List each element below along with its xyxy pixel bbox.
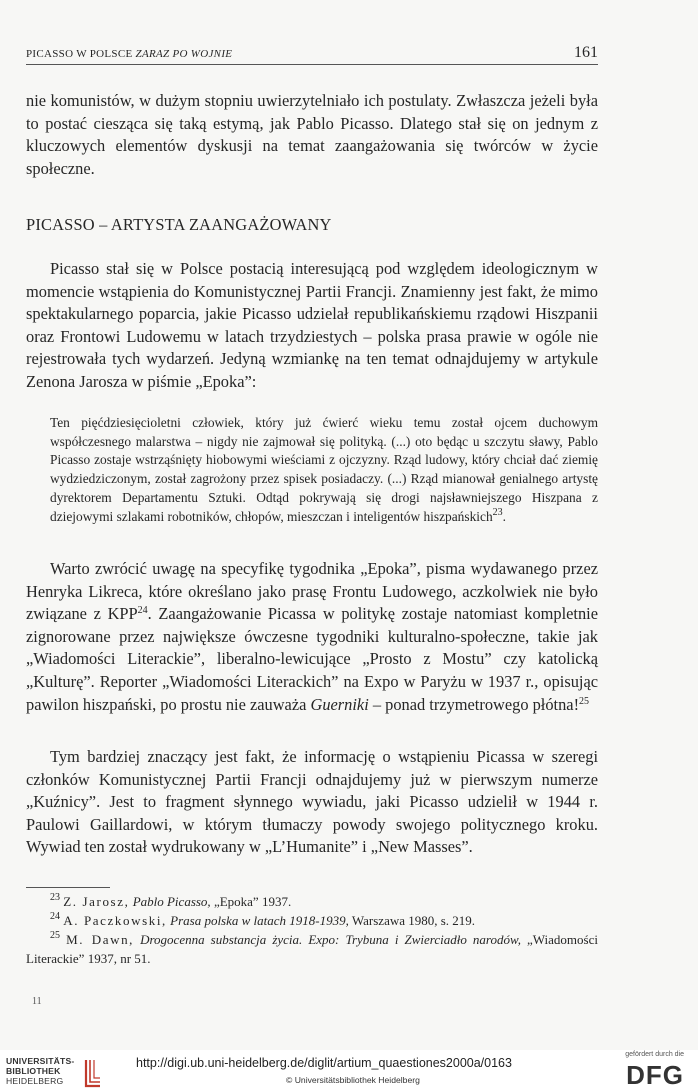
paragraph-2: Picasso stał się w Polsce postacią interesującą pod względem ideologicznym w momencie wstąpienia do Komunistycznej Partii Francji. Znamienny jest fakt, że mimo spektakularnego poparcia, jakie Picasso udzielał republikańskiemu rządowi Hiszpanii oraz Frontowi Ludowemu w latach trzydziestych – polska prasa prawie w ogóle nie rejestrowała tych wydarzeń. Jedyną wzmiankę na ten temat odnajdujemy w artykule Zenona Jarosza w piśmie „Epoka”:	[26, 259, 598, 391]
footnote-author: Z. Jarosz,	[63, 894, 130, 909]
paragraph-3-part-3: – ponad trzymetrowego płótna!	[368, 694, 580, 714]
footnote-number: 24	[50, 911, 60, 922]
guernica-title: Guerniki	[310, 694, 369, 714]
footnote-divider	[26, 887, 110, 888]
running-header-prefix: PICASSO W POLSCE	[26, 48, 136, 60]
dfg-caption: gefördert durch die	[625, 1051, 684, 1058]
paragraph-3	[26, 558, 598, 716]
footnote-ref-24[interactable]: 24	[137, 605, 148, 617]
footnote-rest: „Epoka” 1937.	[210, 894, 292, 909]
running-header-title	[26, 48, 232, 60]
footnote-number: 25	[50, 930, 60, 941]
viewer-footer-bar	[0, 1050, 698, 1092]
library-emblem-icon	[82, 1058, 104, 1088]
quote-end: .	[502, 508, 507, 524]
footnote-24	[26, 911, 598, 930]
footnote-rest: „Wiadomości Literackie” 1937, nr 51.	[26, 932, 598, 966]
library-logo[interactable]	[6, 1054, 116, 1088]
footnote-title: Drogocenna substancja życia. Expo: Trybuna i Zwierciadło narodów,	[140, 932, 521, 947]
paragraph-1: nie komunistów, w dużym stopniu uwierzytelniało ich postulaty. Zwłaszcza jeżeli była to postać ciesząca się taką estymą, jak Pablo Picasso. Dlatego stał się on jednym z kluczowych elementów dyskusji na temat zaangażowania się twórców w życie społeczne.	[26, 91, 598, 178]
paragraph-3-part-2: . Zaangażowanie Picassa w politykę zostaje natomiast kompletnie zignorowane przez największe ówczesne tygodniki kulturalno-społeczne, takie jak „Wiadomości Literackie”, liberalno-lewicujące „Prosto z Mostu” czy katolicką „Kulturę”. Reporter „Wiadomości Literackich” na Expo w Paryżu w 1937 r., opisując pawilon hiszpański, po prostu nie zauważa	[26, 604, 599, 714]
footnote-ref-25[interactable]: 25	[579, 695, 590, 707]
library-logo-text	[6, 1056, 75, 1086]
footnote-title: Prasa polska w latach 1918-1939,	[170, 913, 349, 928]
footnote-ref-23[interactable]: 23	[492, 506, 503, 518]
running-header	[26, 44, 598, 65]
footnote-author: M. Dawn,	[66, 932, 135, 947]
footnotes	[26, 892, 598, 968]
footnote-25	[26, 930, 598, 968]
paragraph-3-part-1: Warto zwrócić uwagę na specyfikę tygodnika „Epoka”, pisma wydawanego przez Henryka Likreca, które określano jako prasę Frontu Ludowego, aczkolwiek nie było związane z KPP	[26, 559, 598, 624]
footnote-23	[26, 892, 598, 911]
copyright-notice: © Universitätsbibliothek Heidelberg	[286, 1075, 420, 1085]
dfg-logo[interactable]: DFG	[626, 1060, 684, 1090]
section-title: PICASSO – ARTYSTA ZAANGAŻOWANY	[26, 215, 332, 234]
logo-line-3: HEIDELBERG	[6, 1076, 64, 1086]
footnote-author: A. Paczkowski,	[63, 913, 167, 928]
page-number: 161	[574, 44, 598, 61]
logo-line-1: UNIVERSITÄTS-	[6, 1056, 75, 1066]
paragraph-4: Tym bardziej znaczący jest fakt, że informację o wstąpieniu Picassa w szeregi członków Komunistycznej Partii Francji odnajdujemy już w pierwszym numerze „Kuźnicy”. Jest to fragment słynnego wywiadu, jaki Picasso udzielił w 1944 r. Paulowi Gaillardowi, w którym tłumaczy powody swojego politycznego kroku. Wywiad ten został wydrukowany w „L’Humanite” i „New Masses”.	[26, 747, 598, 857]
footnote-title: Pablo Picasso,	[132, 894, 211, 909]
running-header-italic: ZARAZ PO WOJNIE	[135, 48, 233, 60]
quote-text: Ten pięćdziesięcioletni człowiek, który już ćwierć wieku temu został ojcem duchowym współczesnego malarstwa – nigdy nie zajmował się polityką. (...) oto będąc u szczytu sławy, Pablo Picasso zostaje wstrząśnięty hiobowymi wieściami z ojczyzny. Rząd ludowy, który chciał dać ziemię wydziedziczonym, został zagrożony przez spisek posiadaczy. (...) Rząd mianował genialnego artystę dyrektorem Departamentu Sztuki. Odtąd pokrywają się drogi najsławniejszego Hiszpana z dziejowymi szlakami robotników, chłopów, mieszczan i inteligentów hiszpańskich	[50, 415, 598, 524]
footnote-rest: Warszawa 1980, s. 219.	[348, 913, 476, 928]
block-quote	[50, 414, 598, 526]
logo-line-2: BIBLIOTHEK	[6, 1066, 61, 1076]
footnote-number: 23	[50, 892, 60, 903]
permalink-url[interactable]: http://digi.ub.uni-heidelberg.de/diglit/artium_quaestiones2000a/0163	[136, 1056, 512, 1070]
signature-mark: 11	[32, 996, 42, 1007]
